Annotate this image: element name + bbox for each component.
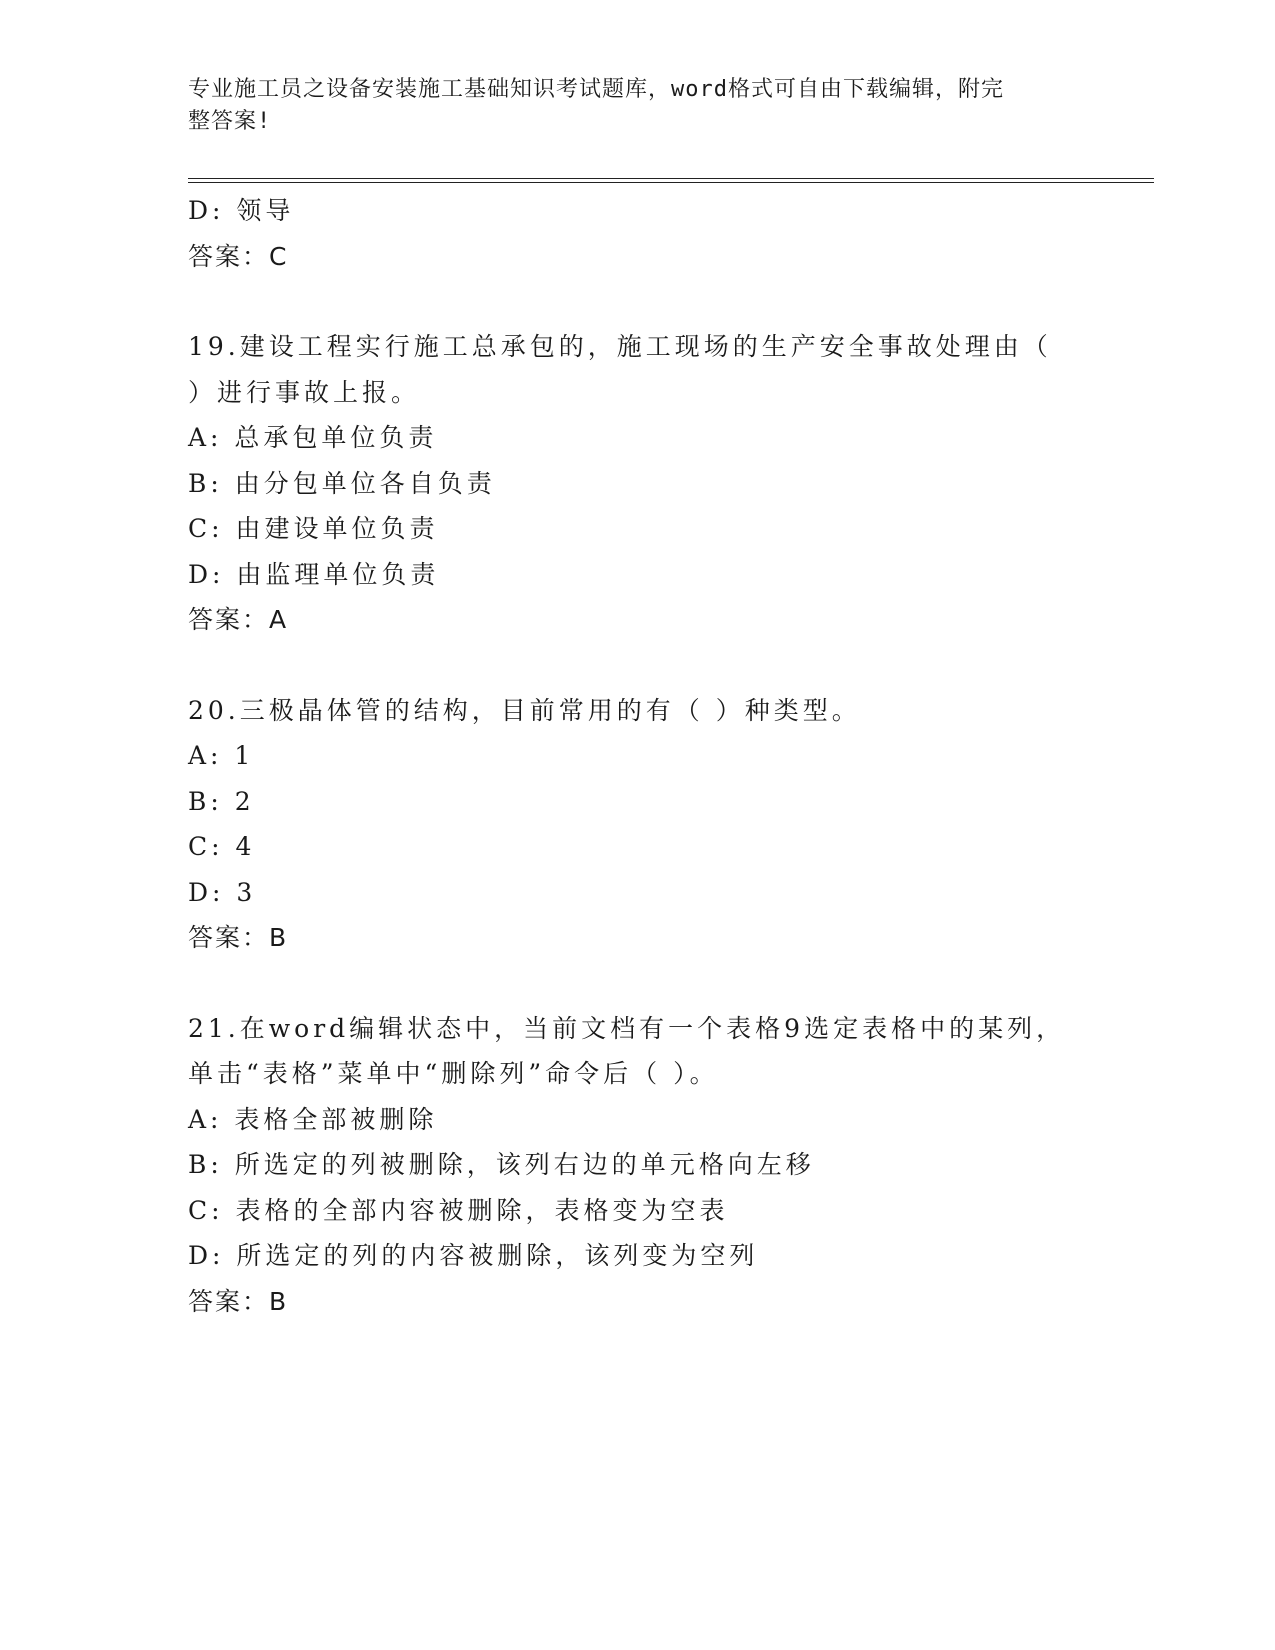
question-content <box>188 188 1088 1324</box>
page-header <box>188 74 1068 138</box>
option-b: B: 由分包单位各自负责 <box>188 468 496 498</box>
question-20 <box>188 688 1088 961</box>
question-stem: 20.三极晶体管的结构，目前常用的有（ ）种类型。 <box>188 695 861 725</box>
answer: 答案：B <box>188 1286 289 1316</box>
option-a: A: 总承包单位负责 <box>188 423 438 452</box>
question-stem: ）进行事故上报。 <box>188 377 421 407</box>
spacer <box>188 961 1088 1006</box>
header-line-1: 专业施工员之设备安装施工基础知识考试题库，word格式可自由下载编辑，附完 <box>188 77 1004 102</box>
question-19 <box>188 324 1088 643</box>
question-21 <box>188 1006 1088 1325</box>
option-a: A: 表格全部被删除 <box>188 1104 438 1134</box>
question-stem: 单击“表格”菜单中“删除列”命令后（ ）。 <box>188 1059 719 1088</box>
option-c: C: 表格的全部内容被删除，表格变为空表 <box>188 1195 729 1225</box>
question-stem: 21.在word编辑状态中，当前文档有一个表格9选定表格中的某列， <box>188 1013 1066 1043</box>
spacer <box>188 643 1088 688</box>
spacer <box>188 279 1088 324</box>
option-d: D: 由监理单位负责 <box>188 559 440 589</box>
option-d: D: 所选定的列的内容被删除，该列变为空列 <box>188 1241 759 1270</box>
header-line-2: 整答案! <box>188 109 272 134</box>
option-c: C: 由建设单位负责 <box>188 514 439 543</box>
option-a: A: 1 <box>188 741 255 770</box>
option-d: D: 3 <box>188 877 257 907</box>
answer: 答案：C <box>188 241 289 271</box>
option-b: B: 2 <box>188 786 255 816</box>
option-d: D: 领导 <box>188 196 295 225</box>
option-b: B: 所选定的列被删除，该列右边的单元格向左移 <box>188 1150 815 1179</box>
option-c: C: 4 <box>188 832 256 861</box>
answer: 答案：B <box>188 923 289 952</box>
question-stem: 19.建设工程实行施工总承包的，施工现场的生产安全事故处理由（ <box>188 332 1052 361</box>
header-divider <box>188 178 1154 183</box>
answer: 答案：A <box>188 605 289 634</box>
